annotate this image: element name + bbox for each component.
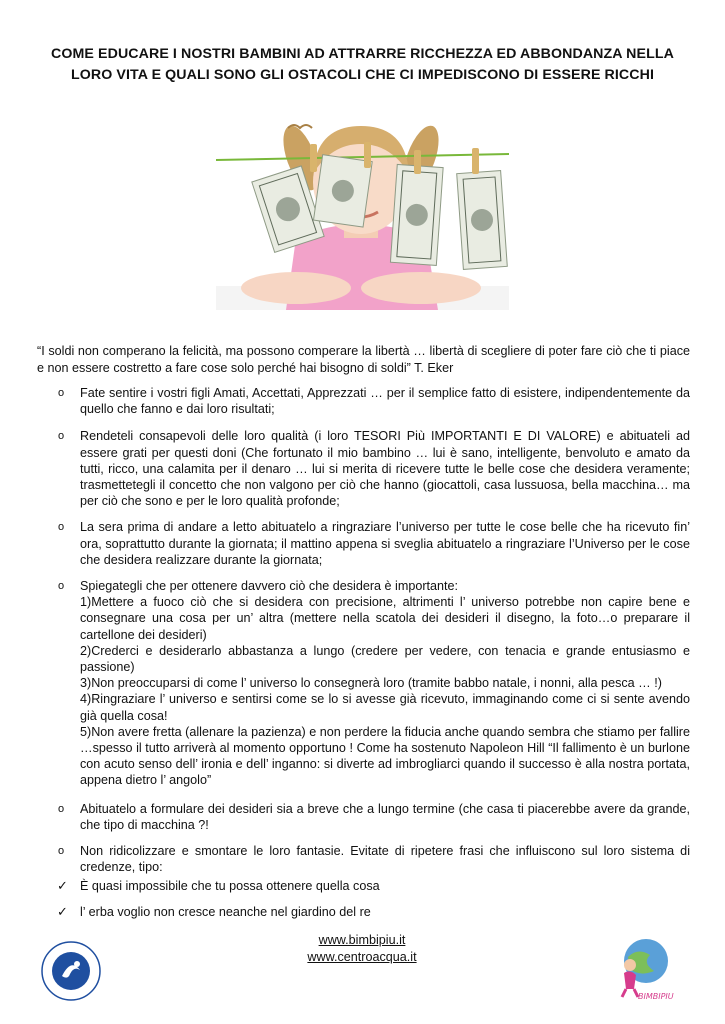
title-line-1: COME EDUCARE I NOSTRI BAMBINI AD ATTRARRE RICCHEZZA ED ABBONDANZA NELLA — [51, 46, 674, 62]
bullet-text: Abituatelo a formulare dei desideri sia a breve che a lungo termine (che casa ti piacerebbe avere da grande, che tipo di macchina ?! — [80, 801, 690, 832]
bullet-text: Rendeteli consapevoli delle loro qualità (i loro TESORI Più IMPORTANTI E DI VALORE) e abituateli ad essere grati per questi doni (Che fortunato il mio bambino … lui è sano, intelligente, benvoluto e amato da tutti, ricco, una calamita per il denaro … lui si merita di ricevere tutte le belle cose che desidera veramente; trasmettetegli il concetto che non valgono per ciò che hanno (giocattoli, casa lussuosa, bella macchina… ma per ciò che sono e per le loro qualità profonde; — [80, 429, 690, 509]
bullet-marker: o — [58, 387, 65, 399]
list-item — [0, 801, 690, 833]
link-centroacqua[interactable]: www.centroacqua.it — [307, 950, 417, 964]
bullet-text: Non ridicolizzare e smontare le loro fantasie. Evitate di ripetere frasi che influiscono sul loro sistema di credenze, tipo: — [80, 844, 690, 875]
bullet-marker: o — [58, 430, 65, 443]
list-item — [0, 843, 690, 875]
list-item — [0, 428, 690, 509]
bullet-list — [0, 385, 725, 875]
link-bimbipiu[interactable]: www.bimbipiu.it — [318, 933, 406, 947]
photo-illustration — [216, 110, 509, 310]
bullet-text: La sera prima di andare a letto abituatelo a ringraziare l’universo per tutte le cose belle che ha ricevuto fin’ ora, soprattutto durante la giornata; il mattino appena si sveglia abituatelo a ringraziare l’Universo per le cose che desidera realizzare durante la giornata; — [80, 520, 690, 567]
logo-right-graphic — [608, 935, 680, 1003]
bullet-marker: o — [58, 521, 65, 534]
check-icon: ✓ — [57, 878, 68, 893]
check-item-text: l’ erba voglio non cresce neanche nel giardino del re — [80, 905, 371, 919]
page-title — [40, 44, 685, 86]
footer-links — [262, 932, 462, 966]
step-item: 5)Non avere fretta (allenare la pazienza) e non perdere la fiducia anche quando sembra che stiamo per fallire …spesso il tutto arriverà al momento opportuno ! Come ha sostenuto Napoleon Hill “Il fallimento è un burlone con acuto senso dell’ ironia e dell’ inganno: si diverte ad imbrogliarci quando il successo è alla nostra portata, appena dietro l’ angolo” — [80, 724, 690, 788]
step-item: 1)Mettere a fuoco ciò che si desidera con precisione, altrimenti l’ universo potrebbe non capire bene e consegnare una cosa per un’ altra (mettere nella scatola dei desideri il disegno, la foto…o preparare il cartellone dei desideri) — [80, 595, 690, 642]
step-item: 3)Non preoccuparsi di come l’ universo lo consegnerà loro (tramite babbo natale, i nonni, alla pesca … !) — [80, 676, 662, 691]
girl-money-photo — [216, 110, 509, 310]
list-item — [0, 519, 690, 568]
svg-text:BIMBIPIU: BIMBIPIU — [638, 992, 674, 1001]
logo-left-graphic — [40, 940, 102, 1002]
step-item: 4)Ringraziare l’ universo e sentirsi come se lo si avesse già ricevuto, immaginando come ci si sente avendo già quella cosa! — [80, 692, 690, 723]
check-item-text: È quasi impossibile che tu possa ottenere quella cosa — [80, 879, 380, 893]
bullet-marker: o — [58, 802, 65, 815]
bullet-marker: o — [58, 580, 65, 593]
check-icon: ✓ — [57, 904, 68, 919]
bullet-text: Fate sentire i vostri figli Amati, Accettati, Apprezzati … per il semplice fatto di esistere, indipendentemente da quello che fanno e dai loro risultati; — [80, 386, 690, 417]
bullet-marker: o — [58, 845, 65, 858]
centro-acqua-logo — [40, 940, 102, 1002]
title-line-2: LORO VITA E QUALI SONO GLI OSTACOLI CHE CI IMPEDISCONO DI ESSERE RICCHI — [70, 67, 655, 83]
step-item: 2)Crederci e desiderarlo abbastanza a lungo (credere per vedere, con tenacia e grande entusiasmo e passione) — [80, 643, 690, 675]
list-item — [0, 578, 690, 789]
list-item — [0, 385, 690, 417]
steps-intro: Spiegategli che per ottenere davvero ciò che desidera è importante: — [80, 579, 459, 594]
bimbipiu-logo — [608, 935, 680, 1003]
quote-paragraph: “I soldi non comperano la felicità, ma possono comperare la libertà … libertà di scegliere di poter fare ciò che ti piace e non essere costretto a fare cose solo perché hai bisogno di soldi” T. Eker — [37, 344, 690, 375]
